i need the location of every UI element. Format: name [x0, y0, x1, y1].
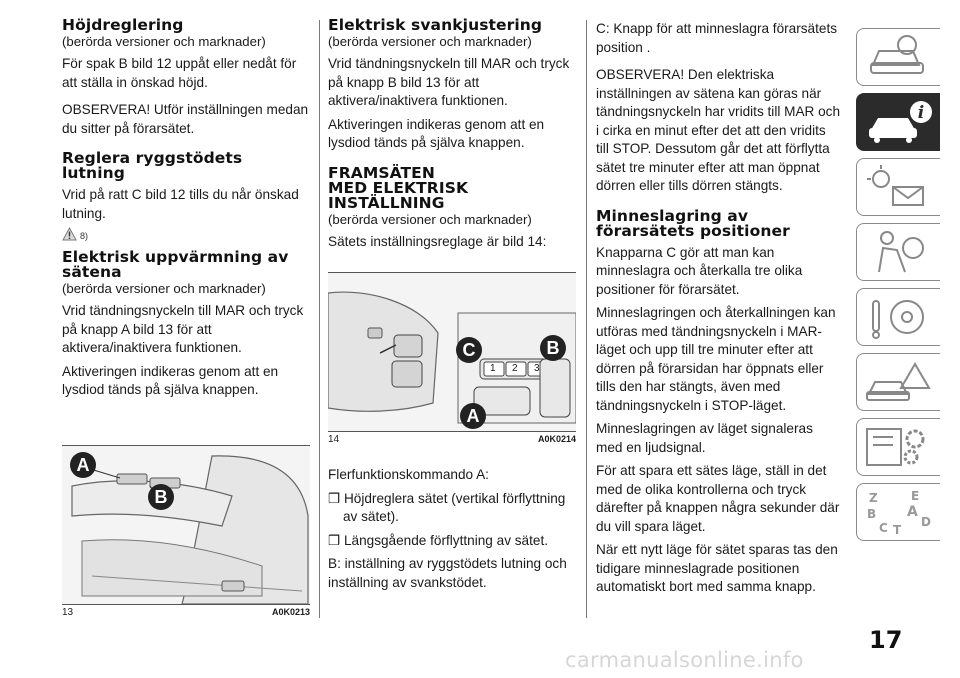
- watermark: carmanualsonline.info: [565, 648, 804, 672]
- chapter-tab-maintenance[interactable]: [856, 418, 940, 476]
- section-title-seat-heating: Elektrisk uppvärmning av sätena: [62, 248, 289, 281]
- section-title-memory: Minneslagring av förarsätets positioner: [596, 206, 790, 240]
- warning-reference[interactable]: [62, 227, 310, 241]
- figure-number: 14: [328, 434, 340, 445]
- figure-number: 13: [62, 607, 74, 618]
- figure-code: A0K0214: [537, 434, 576, 444]
- chapter-tab-index[interactable]: [856, 483, 940, 541]
- page-number: 17: [869, 626, 903, 654]
- airbag-person-icon: [863, 228, 933, 276]
- chapter-tab-lights[interactable]: [856, 158, 940, 216]
- callout-c: C: [456, 337, 482, 363]
- paragraph: Vrid tändningsnyckeln till MAR och tryck på knapp A bild 13 för att aktivera/inaktivera funktionen.: [62, 303, 304, 355]
- callout-a: A: [460, 403, 486, 429]
- paragraph: Aktiveringen indikeras genom att en lysdiod tänds på själva knappen.: [328, 116, 545, 150]
- index-letter: C: [879, 521, 888, 535]
- index-letter: Z: [869, 491, 878, 505]
- index-letter: D: [921, 515, 931, 529]
- car-dashboard-icon: [863, 33, 933, 81]
- column-3: [596, 20, 842, 597]
- index-letter: A: [907, 504, 918, 520]
- warning-ref-label: 8): [80, 231, 89, 241]
- paragraph: Knapparna C gör att man kan minneslagra och återkalla tre olika positioner för förarsätet.: [596, 244, 803, 297]
- paragraph: När ett nytt läge för sätet sparas tas den tidigare minneslagrade positionen automatiskt bort med samma knapp.: [596, 542, 838, 594]
- memory-button-3: 3: [534, 363, 540, 374]
- service-gears-icon: [863, 423, 933, 471]
- alphabet-index-icon: [863, 488, 933, 536]
- chapter-tab-dashboard[interactable]: [856, 28, 940, 86]
- column-divider: [319, 20, 320, 618]
- section-title-electric-seats: FRAMSÄTEN MED ELEKTRISK INSTÄLLNING: [328, 163, 469, 212]
- section-subtitle: (berörda versioner och marknader): [62, 281, 266, 296]
- steering-key-icon: [863, 293, 933, 341]
- chapter-tab-info[interactable]: [856, 93, 940, 151]
- bullet-item: ❒ Längsgående förflyttning av sätet.: [328, 532, 549, 548]
- figure-14: [328, 272, 576, 445]
- paragraph: För spak B bild 12 uppåt eller nedåt för att ställa in önskad höjd.: [62, 56, 297, 90]
- car-info-icon: [863, 98, 933, 146]
- column-2: [328, 18, 576, 251]
- callout-a: A: [70, 452, 96, 478]
- paragraph: OBSERVERA! Utför inställningen medan du sitter på förarsätet.: [62, 102, 309, 136]
- section-title-lumbar: Elektrisk svankjustering: [328, 16, 543, 34]
- paragraph: Sätets inställningsreglage är bild 14:: [328, 233, 547, 249]
- paragraph: Aktiveringen indikeras genom att en lysdiod tänds på själva knappen.: [62, 363, 279, 397]
- paragraph: Minneslagringen av läget signaleras med en ljudsignal.: [596, 421, 813, 455]
- column-2-lower: [328, 466, 576, 592]
- index-letter: E: [911, 489, 920, 503]
- memory-button-1: 1: [490, 363, 496, 374]
- paragraph: C: Knapp för att minneslagra förarsätets position .: [596, 21, 838, 55]
- bullet-item: ❒ Höjdreglera sätet (vertikal förflyttning av sätet).: [328, 490, 566, 524]
- seat-controls-illustration-14: [328, 273, 576, 431]
- callout-b: B: [148, 484, 174, 510]
- section-subtitle: (berörda versioner och marknader): [328, 34, 532, 49]
- index-letter: B: [867, 507, 877, 521]
- lights-mail-icon: [863, 163, 933, 211]
- section-title-height: Höjdreglering: [62, 16, 184, 34]
- section-title-backrest: Reglera ryggstödets lutning: [62, 149, 243, 182]
- section-subtitle: (berörda versioner och marknader): [62, 34, 266, 49]
- paragraph: B: inställning av ryggstödets lutning och inställning av svankstödet.: [328, 556, 567, 590]
- section-subtitle: (berörda versioner och marknader): [328, 211, 532, 227]
- chapter-tab-safety[interactable]: [856, 223, 940, 281]
- seat-illustration-13: [62, 446, 310, 604]
- memory-button-2: 2: [512, 363, 518, 374]
- index-letter: T: [893, 523, 902, 536]
- paragraph: Flerfunktionskommando A:: [328, 467, 489, 482]
- paragraph: Vrid på ratt C bild 12 tills du når önskad lutning.: [62, 187, 299, 221]
- chapter-tab-driving[interactable]: [856, 288, 940, 346]
- info-glyph: i: [917, 103, 925, 123]
- column-divider: [586, 20, 587, 618]
- figure-code: A0K0213: [271, 607, 310, 617]
- paragraph: OBSERVERA! Den elektriska inställningen av sätena kan göras när tändningsnyckeln har vridits till MAR och i cirka en minut efter det att den vridits till STOP. Dessutom går det att förflytta sätet tre minuter efter att man öppnat dörren eller tills dörren stängts.: [596, 67, 841, 193]
- figure-13: [62, 445, 310, 618]
- chapter-tab-emergency[interactable]: [856, 353, 940, 411]
- column-1: [62, 18, 310, 400]
- paragraph: Minneslagringen och återkallningen kan utföras med tändningsnyckeln i MAR-läget och upp till tre minuter efter att dörren på förarsidan har öppnats eller tills den har stängts, även med tändningsnyckeln i STOP-läget.: [596, 305, 836, 413]
- warning-triangle-icon: [62, 227, 77, 241]
- callout-b: B: [540, 335, 566, 361]
- paragraph: Vrid tändningsnyckeln till MAR och tryck på knapp B bild 13 för att aktivera/inaktivera funktionen.: [328, 56, 570, 108]
- paragraph: För att spara ett sätes läge, ställ in det med de olika kontrollerna och tryck därefter på knappen några sekunder där du vill spara läget.: [596, 463, 840, 534]
- chapter-sidebar: [856, 28, 940, 548]
- warning-car-icon: [863, 358, 933, 406]
